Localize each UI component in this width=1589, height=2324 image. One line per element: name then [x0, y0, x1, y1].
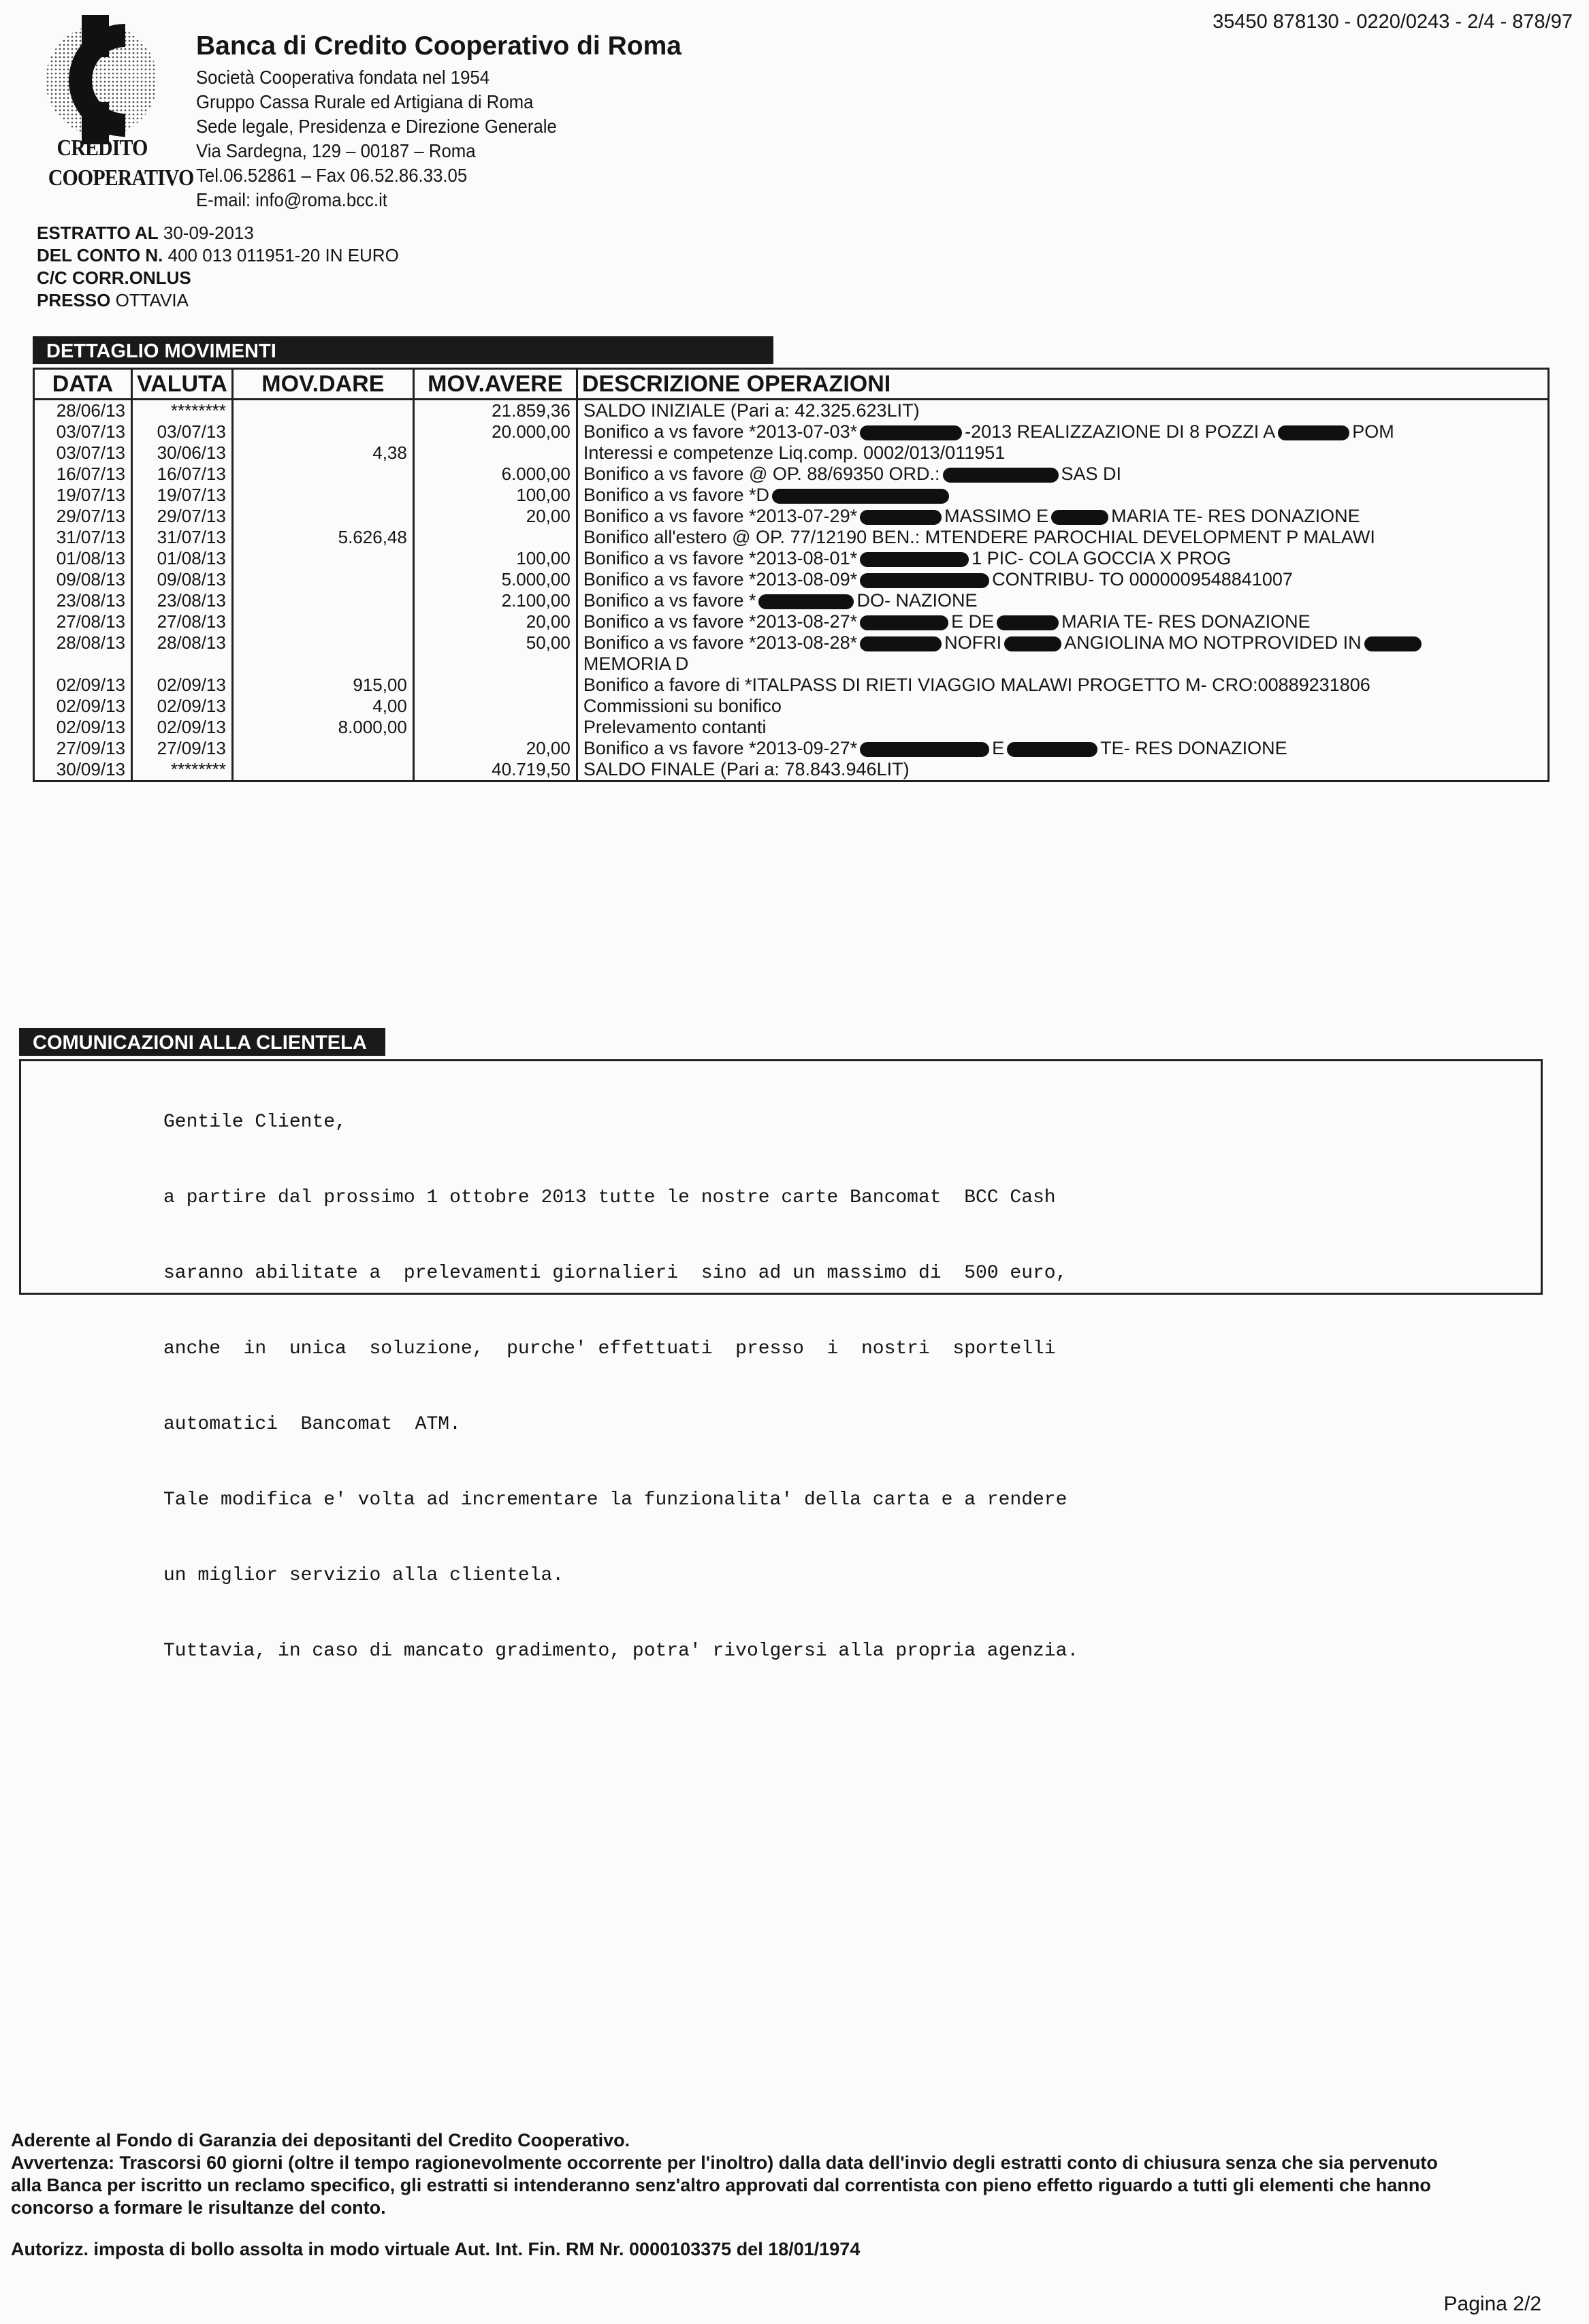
description-text: Bonifico a vs favore @ OP. 88/69350 ORD.: — [583, 464, 940, 484]
description-text: MARIA TE- RES DONAZIONE — [1061, 611, 1311, 632]
cell-dare — [232, 759, 413, 781]
table-row — [34, 738, 1549, 759]
statement-date: 30-09-2013 — [163, 223, 254, 243]
description-text: 1 PIC- COLA GOCCIA X PROG — [972, 548, 1232, 568]
cell-descrizione — [577, 611, 1548, 632]
table-row — [34, 675, 1549, 696]
description-text: Bonifico a vs favore *2013-07-03* — [583, 421, 858, 442]
redaction-mark — [997, 615, 1059, 630]
description-text: Prelevamento contanti — [583, 717, 767, 737]
table-row — [34, 759, 1549, 781]
description-text: SAS DI — [1061, 464, 1122, 484]
cell-dare — [232, 590, 413, 611]
description-text: POM — [1352, 421, 1394, 442]
cell-data: 03/07/13 — [34, 442, 132, 464]
table-row — [34, 400, 1549, 422]
bank-info-line: Società Cooperativa fondata nel 1954 — [196, 67, 490, 88]
description-text: Commissioni su bonifico — [583, 696, 782, 716]
cell-valuta: 31/07/13 — [132, 527, 233, 548]
cell-valuta: 30/06/13 — [132, 442, 233, 464]
cell-valuta: 09/08/13 — [132, 569, 233, 590]
col-header-descrizione: DESCRIZIONE OPERAZIONI — [577, 369, 1548, 400]
table-header-row — [34, 369, 1549, 400]
description-text: Bonifico a vs favore *2013-08-27* — [583, 611, 858, 632]
communications-text: Gentile Cliente, a partire dal prossimo 1 ottobre 2013 tutte le nostre carte Bancomat BCC Cash saranno abilitate a prelevamenti giornalieri sino ad un massimo di 500 euro, anche in unica soluzione, purche' effettuati presso i nostri sportelli automatici Bancomat ATM. Tale modifica e' volta ad incrementare la funzionalita' della carta e a rendere un miglior servizio alla clientela. Tuttavia, in caso di mancato gradimento, potra' rivolgersi alla propria agenzia. — [163, 1112, 1079, 1662]
cell-dare — [232, 611, 413, 632]
description-text: DO- NAZIONE — [856, 590, 978, 611]
bank-header — [196, 31, 681, 212]
cell-valuta: 27/09/13 — [132, 738, 233, 759]
cell-descrizione — [577, 400, 1548, 422]
cell-valuta: 23/08/13 — [132, 590, 233, 611]
cell-data: 31/07/13 — [34, 527, 132, 548]
table-row — [34, 632, 1549, 675]
redaction-mark — [860, 615, 948, 630]
table-row — [34, 485, 1549, 506]
description-text: E DE — [951, 611, 995, 632]
table-row — [34, 696, 1549, 717]
cell-descrizione — [577, 548, 1548, 569]
account-type: C/C CORR.ONLUS — [37, 268, 191, 288]
redaction-mark — [1007, 742, 1097, 757]
description-text: ANGIOLINA MO NOTPROVIDED IN — [1064, 632, 1362, 653]
cell-valuta: 16/07/13 — [132, 464, 233, 485]
communications-section-title: COMUNICAZIONI ALLA CLIENTELA — [19, 1028, 385, 1056]
table-row — [34, 421, 1549, 442]
cell-data: 02/09/13 — [34, 696, 132, 717]
description-text: Bonifico a vs favore *2013-07-29* — [583, 506, 858, 526]
redaction-mark — [772, 489, 949, 504]
cell-avere: 100,00 — [413, 485, 577, 506]
col-header-valuta: VALUTA — [132, 369, 233, 400]
cell-dare — [232, 569, 413, 590]
cell-valuta: ******** — [132, 400, 233, 422]
cell-avere: 5.000,00 — [413, 569, 577, 590]
description-text: NOFRI — [944, 632, 1002, 653]
cell-valuta: 02/09/13 — [132, 696, 233, 717]
redaction-mark — [860, 636, 942, 651]
cell-data: 03/07/13 — [34, 421, 132, 442]
redaction-mark — [1364, 636, 1422, 651]
redaction-mark — [1004, 636, 1061, 651]
description-text: Bonifico a vs favore *D — [583, 485, 769, 505]
cell-dare — [232, 632, 413, 675]
cell-avere — [413, 675, 577, 696]
cell-avere: 100,00 — [413, 548, 577, 569]
cell-data: 19/07/13 — [34, 485, 132, 506]
description-text: Bonifico all'estero @ OP. 77/12190 BEN.: MTENDERE PAROCHIAL DEVELOPMENT P MALAWI — [583, 527, 1375, 547]
redaction-mark — [758, 594, 854, 609]
cell-dare: 4,00 — [232, 696, 413, 717]
table-row — [34, 611, 1549, 632]
cell-dare — [232, 485, 413, 506]
movements-section-title: DETTAGLIO MOVIMENTI — [33, 336, 773, 364]
cell-dare: 4,38 — [232, 442, 413, 464]
cell-descrizione — [577, 569, 1548, 590]
cell-dare — [232, 421, 413, 442]
cell-avere: 20,00 — [413, 611, 577, 632]
col-header-dare: MOV.DARE — [232, 369, 413, 400]
cell-avere — [413, 442, 577, 464]
cell-data: 09/08/13 — [34, 569, 132, 590]
bank-info-line: E-mail: info@roma.bcc.it — [196, 189, 387, 210]
cell-avere: 21.859,36 — [413, 400, 577, 422]
description-text: Bonifico a vs favore * — [583, 590, 756, 611]
description-text: E — [992, 738, 1005, 758]
cell-dare: 8.000,00 — [232, 717, 413, 738]
description-text: Bonifico a vs favore *2013-08-01* — [583, 548, 858, 568]
cell-data: 28/08/13 — [34, 632, 132, 675]
cell-descrizione — [577, 442, 1548, 464]
description-text: SALDO INIZIALE (Pari a: 42.325.623LIT) — [583, 400, 920, 421]
cell-data: 02/09/13 — [34, 675, 132, 696]
cell-valuta: 03/07/13 — [132, 421, 233, 442]
bank-info-line: Sede legale, Presidenza e Direzione Generale — [196, 116, 557, 137]
table-row — [34, 717, 1549, 738]
cell-valuta: 02/09/13 — [132, 675, 233, 696]
bank-info-line: Gruppo Cassa Rurale ed Artigiana di Roma — [196, 91, 534, 112]
cell-descrizione — [577, 485, 1548, 506]
document-reference: 35450 878130 - 0220/0243 - 2/4 - 878/97 — [1213, 11, 1573, 33]
col-header-data: DATA — [34, 369, 132, 400]
cell-valuta: 28/08/13 — [132, 632, 233, 675]
bank-info-line: Via Sardegna, 129 – 00187 – Roma — [196, 140, 476, 161]
description-text: MEMORIA D — [583, 653, 689, 674]
page-number: Pagina 2/2 — [1443, 2293, 1541, 2315]
cell-avere — [413, 527, 577, 548]
cell-valuta: 27/08/13 — [132, 611, 233, 632]
bank-name: Banca di Credito Cooperativo di Roma — [196, 31, 681, 61]
cell-data: 16/07/13 — [34, 464, 132, 485]
cell-valuta: ******** — [132, 759, 233, 781]
redaction-mark — [860, 425, 962, 440]
cell-avere — [413, 717, 577, 738]
cell-data: 01/08/13 — [34, 548, 132, 569]
cell-avere: 2.100,00 — [413, 590, 577, 611]
cell-data: 27/08/13 — [34, 611, 132, 632]
col-header-avere: MOV.AVERE — [413, 369, 577, 400]
cell-descrizione — [577, 590, 1548, 611]
description-text: Bonifico a favore di *ITALPASS DI RIETI VIAGGIO MALAWI PROGETTO M- CRO:00889231806 — [583, 675, 1370, 695]
cell-dare — [232, 548, 413, 569]
description-text: TE- RES DONAZIONE — [1100, 738, 1287, 758]
cell-descrizione — [577, 696, 1548, 717]
cell-avere: 20,00 — [413, 738, 577, 759]
cell-valuta: 29/07/13 — [132, 506, 233, 527]
table-row — [34, 506, 1549, 527]
cell-dare: 915,00 — [232, 675, 413, 696]
cell-descrizione — [577, 632, 1548, 675]
cell-descrizione — [577, 527, 1548, 548]
cell-data: 30/09/13 — [34, 759, 132, 781]
cell-data: 28/06/13 — [34, 400, 132, 422]
table-row — [34, 569, 1549, 590]
account-number: 400 013 011951-20 IN EURO — [167, 245, 399, 265]
account-info: ESTRATTO AL 30-09-2013 DEL CONTO N. 400 013 011951-20 IN EURO C/C CORR.ONLUS PRESSO OTTAVIA — [37, 223, 399, 310]
description-text: MARIA TE- RES DONAZIONE — [1111, 506, 1360, 526]
redaction-mark — [1051, 510, 1108, 525]
description-text: MASSIMO E — [944, 506, 1049, 526]
table-row — [34, 527, 1549, 548]
cell-avere — [413, 696, 577, 717]
cell-data: 29/07/13 — [34, 506, 132, 527]
table-row — [34, 442, 1549, 464]
cell-avere: 6.000,00 — [413, 464, 577, 485]
cell-avere: 20,00 — [413, 506, 577, 527]
cell-valuta: 02/09/13 — [132, 717, 233, 738]
cell-valuta: 01/08/13 — [132, 548, 233, 569]
cell-avere: 50,00 — [413, 632, 577, 675]
description-text: SALDO FINALE (Pari a: 78.843.946LIT) — [583, 759, 910, 779]
redaction-mark — [860, 742, 989, 757]
cell-descrizione — [577, 421, 1548, 442]
description-text: CONTRIBU- TO 0000009548841007 — [992, 569, 1293, 590]
cell-data: 02/09/13 — [34, 717, 132, 738]
table-row — [34, 590, 1549, 611]
cell-dare — [232, 464, 413, 485]
cell-avere: 40.719,50 — [413, 759, 577, 781]
cell-descrizione — [577, 759, 1548, 781]
branch: OTTAVIA — [115, 290, 189, 310]
movements-table — [33, 368, 1550, 782]
table-row — [34, 464, 1549, 485]
cell-dare — [232, 738, 413, 759]
redaction-mark — [1278, 425, 1349, 440]
cell-data: 27/09/13 — [34, 738, 132, 759]
bank-info-line: Tel.06.52861 – Fax 06.52.86.33.05 — [196, 165, 468, 186]
description-text: Bonifico a vs favore *2013-08-09* — [583, 569, 858, 590]
cell-dare — [232, 400, 413, 422]
cell-avere: 20.000,00 — [413, 421, 577, 442]
redaction-mark — [860, 552, 969, 567]
cell-descrizione — [577, 506, 1548, 527]
table-row — [34, 548, 1549, 569]
description-text: Interessi e competenze Liq.comp. 0002/013/011951 — [583, 442, 1006, 463]
cell-descrizione — [577, 738, 1548, 759]
logo-wordmark: CREDITO COOPERATIVO — [48, 135, 194, 191]
description-text: Bonifico a vs favore *2013-08-28* — [583, 632, 858, 653]
redaction-mark — [860, 510, 942, 525]
cell-dare — [232, 506, 413, 527]
redaction-mark — [860, 573, 989, 588]
cell-descrizione — [577, 464, 1548, 485]
description-text: Bonifico a vs favore *2013-09-27* — [583, 738, 858, 758]
redaction-mark — [943, 468, 1059, 483]
cell-descrizione — [577, 717, 1548, 738]
cell-valuta: 19/07/13 — [132, 485, 233, 506]
cell-data: 23/08/13 — [34, 590, 132, 611]
cell-dare: 5.626,48 — [232, 527, 413, 548]
description-text: -2013 REALIZZAZIONE DI 8 POZZI A — [965, 421, 1276, 442]
footer-notice: Aderente al Fondo di Garanzia dei depositanti del Credito Cooperativo. Avvertenza: Trascorsi 60 giorni (oltre il tempo ragionevolmente occorrente per l'inoltro) dalla data dell'invio degli estratti conto di chiusura senza che sia pervenuto alla Banca per iscritto un reclamo specifico, gli estratti si intenderanno senz'altro approvati dal correntista con pieno effetto riguardo a tutti gli elementi che hanno concorso a formare le risultanze del conto. Autorizz. imposta di bollo assolta in modo virtuale Aut. Int. Fin. RM Nr. 0000103375 del 18/01/1974 — [11, 2130, 1438, 2259]
cell-descrizione — [577, 675, 1548, 696]
